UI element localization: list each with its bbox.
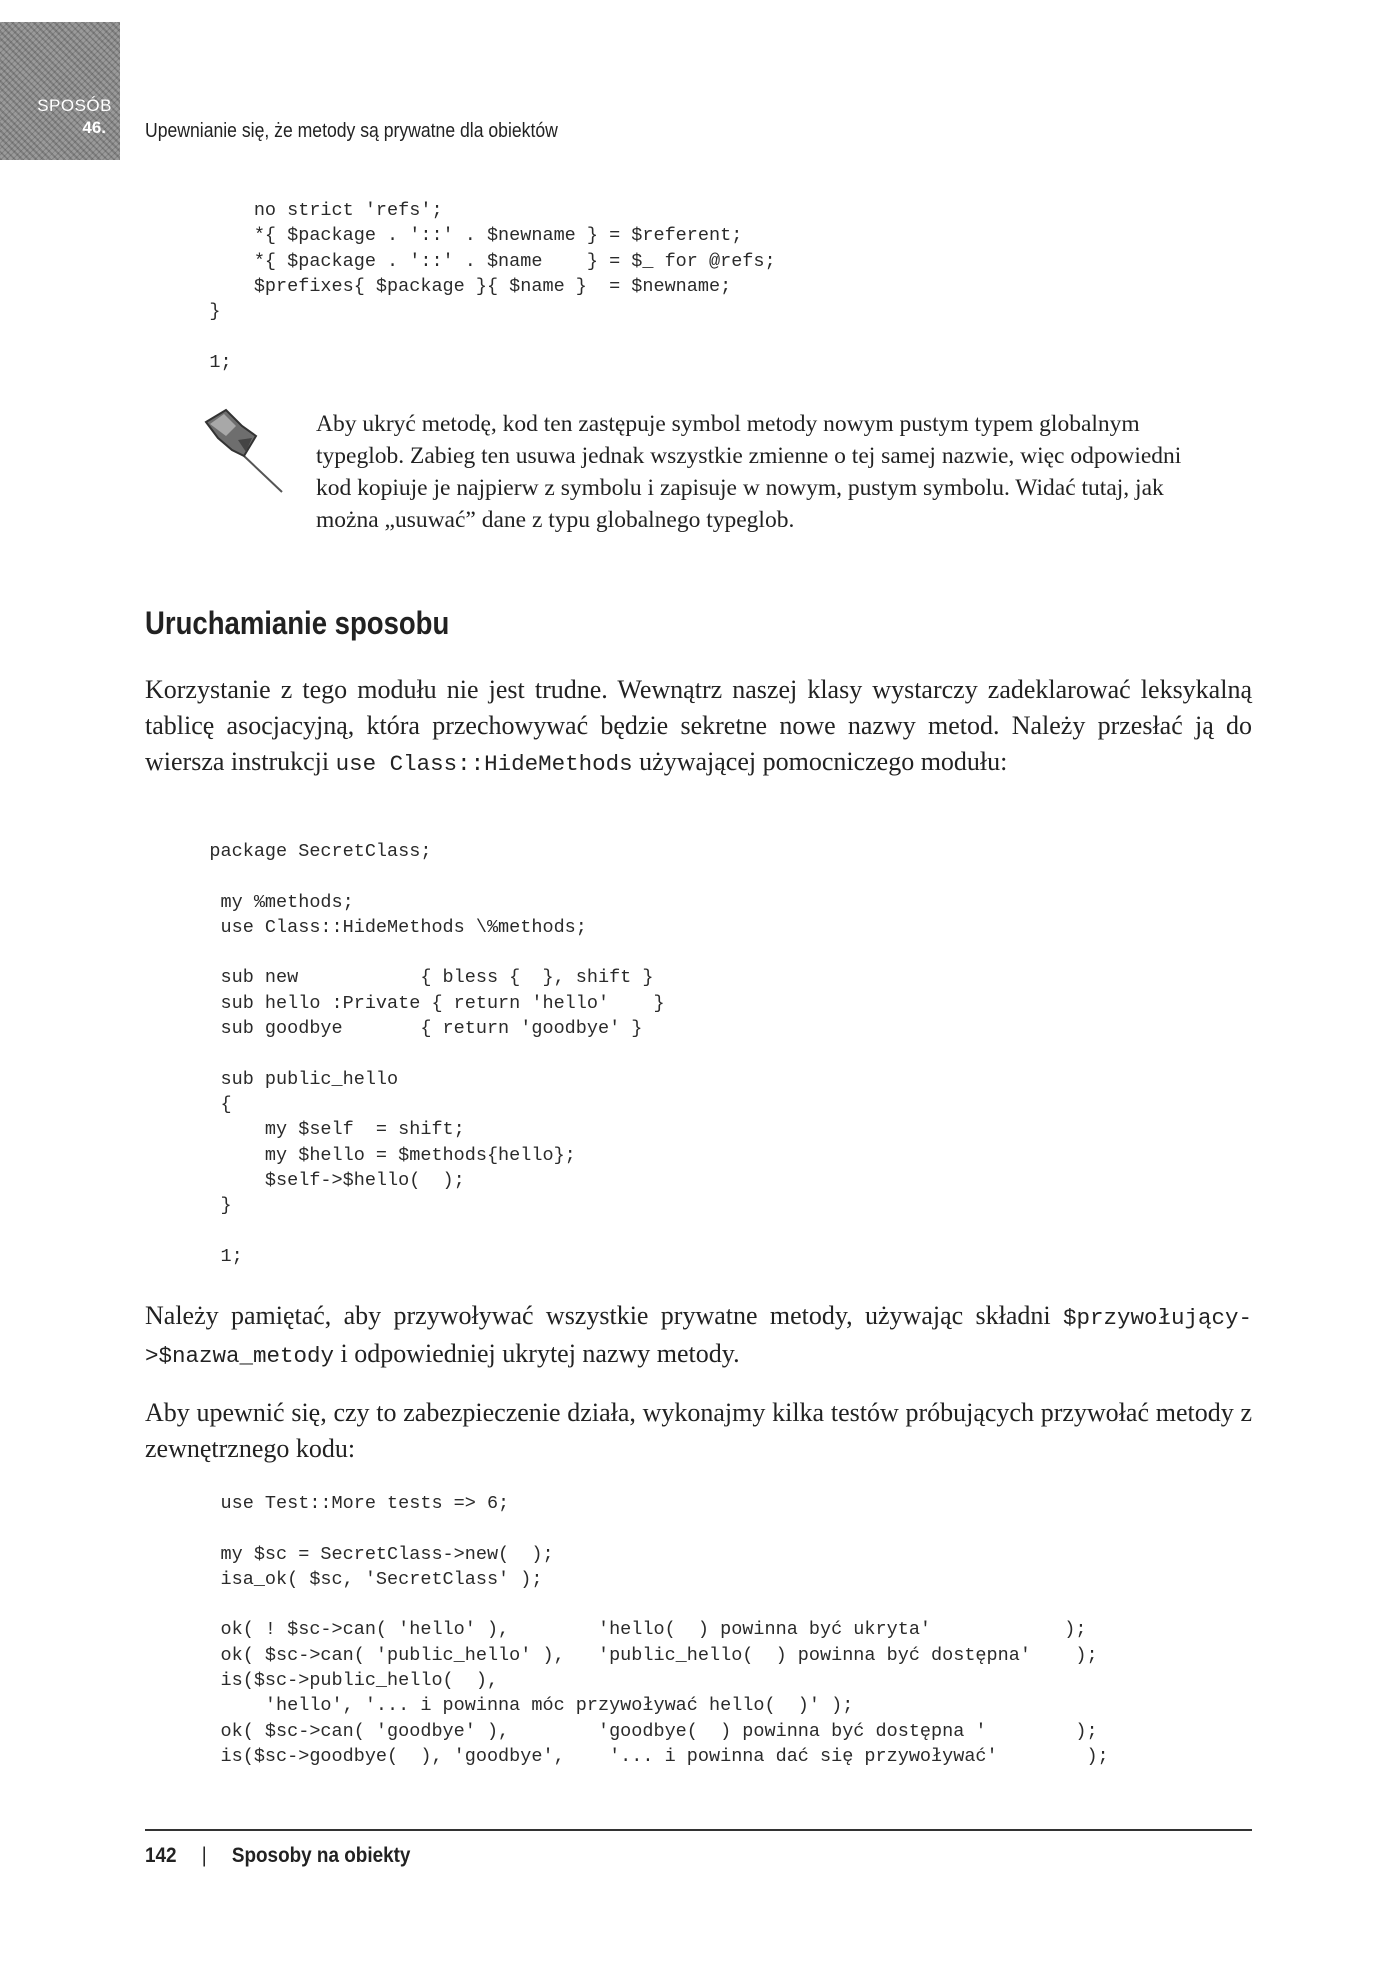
para-2-code: $przywołujący->$nazwa_metody <box>145 1305 1252 1369</box>
badge-number: 46. <box>82 118 106 137</box>
footer-separator: | <box>201 1844 207 1867</box>
code-block-1: no strict 'refs'; *{ $package . '::' . $newname } = $referent; *{ $package . '::' . $name } = $_ for @refs; $prefixes{ $package }{ $name } = $newname; } 1; <box>209 200 776 373</box>
pushpin-icon <box>196 404 286 494</box>
para-1-text-a: Korzystanie z tego modułu nie jest trudne. Wewnątrz naszej klasy wystarczy zadeklarować leksykalną tablicę asocjacyjną, która przechowywać będzie sekretne nowe nazwy metod. Należy przesłać ją do wiersza instrukcji <box>145 675 1252 776</box>
paragraph-3: Aby upewnić się, czy to zabezpieczenie działa, wykonajmy kilka testów próbujących przywołać metody z zewnętrznego kodu: <box>145 1398 1252 1463</box>
page-number: 142 <box>145 1844 177 1867</box>
para-2-text-b: i odpowiedniej ukrytej nazwy metody. <box>334 1339 740 1368</box>
paragraph-2 <box>145 1298 1252 1374</box>
paragraph-1 <box>145 672 1252 782</box>
para-1-text-b: używającej pomocniczego modułu: <box>632 747 1008 776</box>
book-title: Sposoby na obiekty <box>231 1844 411 1867</box>
section-heading: Uruchamianie sposobu <box>145 605 450 641</box>
chapter-badge <box>0 22 120 160</box>
para-1-code: use Class::HideMethods <box>335 751 633 777</box>
running-head: Upewnianie się, że metody są prywatne dla obiektów <box>145 120 558 142</box>
code-block-2: package SecretClass; my %methods; use Class::HideMethods \%methods; sub new { bless { }, shift } sub hello :Private { return 'hello' } sub goodbye { return 'goodbye' } sub public_hello { my $self = shift; my $hello = $methods{hello}; $self->$hello( ); } 1; <box>209 841 665 1267</box>
para-2-text-a: Należy pamiętać, aby przywoływać wszystkie prywatne metody, używając składni <box>145 1301 1063 1330</box>
code-block-3: use Test::More tests => 6; my $sc = SecretClass->new( ); isa_ok( $sc, 'SecretClass' ); ok( ! $sc->can( 'hello' ), 'hello( ) powinna być ukryta' ); ok( $sc->can( 'public_hello' ), 'public_hello( ) powinna być dostępna' ); is($sc->public_hello( ), 'hello', '... i powinna móc przywoływać hello( )' ); ok( $sc->can( 'goodbye' ), 'goodbye( ) powinna być dostępna ' ); is($sc->goodbye( ), 'goodbye', '... i powinna dać się przywoływać' ); <box>220 1493 1109 1767</box>
page-footer <box>145 1844 410 1868</box>
note-text: Aby ukryć metodę, kod ten zastępuje symbol metody nowym pustym typem globalnym typeglob. Zabieg ten usuwa jednak wszystkie zmienne o tej samej nazwie, więc odpowiedni kod kopiuje je najpierw z symbolu i zapisuje w nowym, pustym symbolu. Widać tutaj, jak można „usuwać” dane z typu globalnego typeglob. <box>316 411 1182 533</box>
badge-label: SPOSÓB <box>37 96 112 115</box>
footer-rule <box>145 1829 1252 1831</box>
